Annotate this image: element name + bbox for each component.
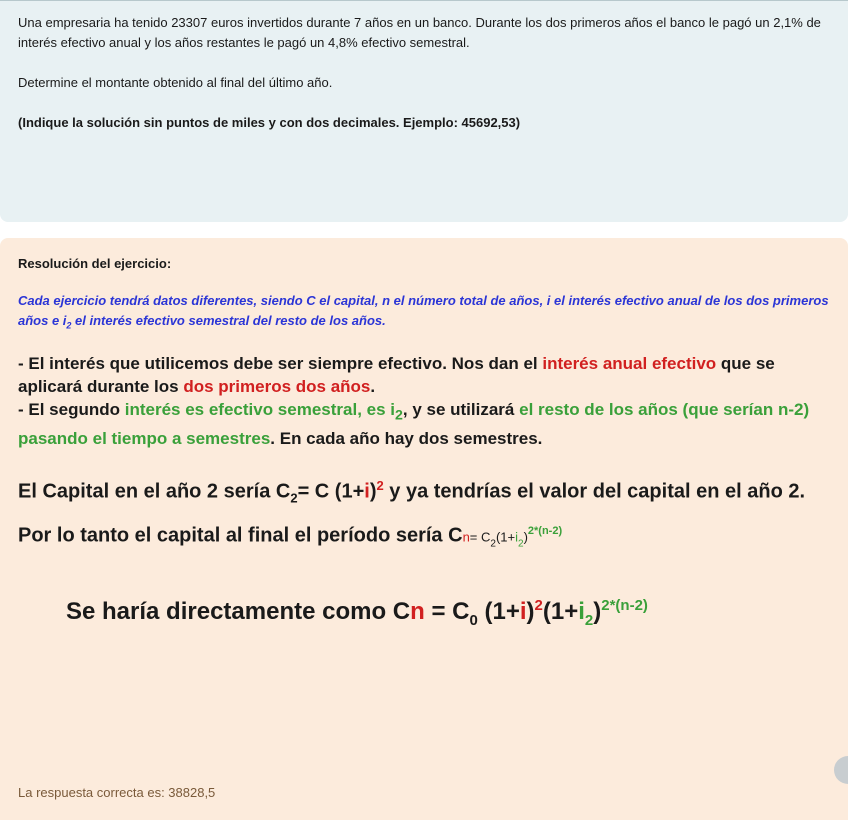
blue-note: Cada ejercicio tendrá datos diferentes, siendo C el capital, n el número total de años, i el interés efectivo anual de los dos primeros años e $i_2$ el interés efectivo semestral del resto de los años.: [18, 293, 829, 331]
final-formula: Se haría directamente como $Cn = C_0$ $(1+i)^2(1+i_2)^{2*(n-2)}$: [66, 597, 648, 630]
explanation-paragraph-2: - El segundo interés es efectivo semestral, es $i_2$, y se utilizará el resto de los años (que serían n-2) pasando el tiempo a semestres. En cada año hay dos semestres.: [18, 399, 810, 448]
capital-final-period: Por lo tanto el capital al final el período sería $Cn= C_2(1+i_2)^{2*(n-2)}$: [18, 524, 563, 550]
feedback-title: Resolución del ejercicio:: [18, 256, 172, 271]
question-instruction: (Indique la solución sin puntos de miles y con dos decimales. Ejemplo: 45692,53): [18, 115, 521, 130]
capital-year-2: El Capital en el año 2 sería $C_2= C$ $(1+i)^2$ y ya tendrías el valor del capital en el año 2.: [18, 477, 806, 506]
feedback-panel: [0, 238, 848, 820]
question-task: Determine el montante obtenido al final del último año.: [18, 75, 333, 90]
explanation-paragraph-1: - El interés que utilicemos debe ser siempre efectivo. Nos dan el interés anual efectivo que se aplicará durante los dos primeros dos años.: [18, 353, 775, 396]
correct-answer: La respuesta correcta es: 38828,5: [18, 785, 216, 800]
scroll-button[interactable]: [834, 756, 848, 784]
question-panel: [0, 0, 848, 222]
question-statement: Una empresaria ha tenido 23307 euros invertidos durante 7 años en un banco. Durante los dos primeros años el banco le pagó un 2,1% de interés efectivo anual y los años restantes le pagó un 4,8% efectivo semestral.: [18, 15, 821, 50]
